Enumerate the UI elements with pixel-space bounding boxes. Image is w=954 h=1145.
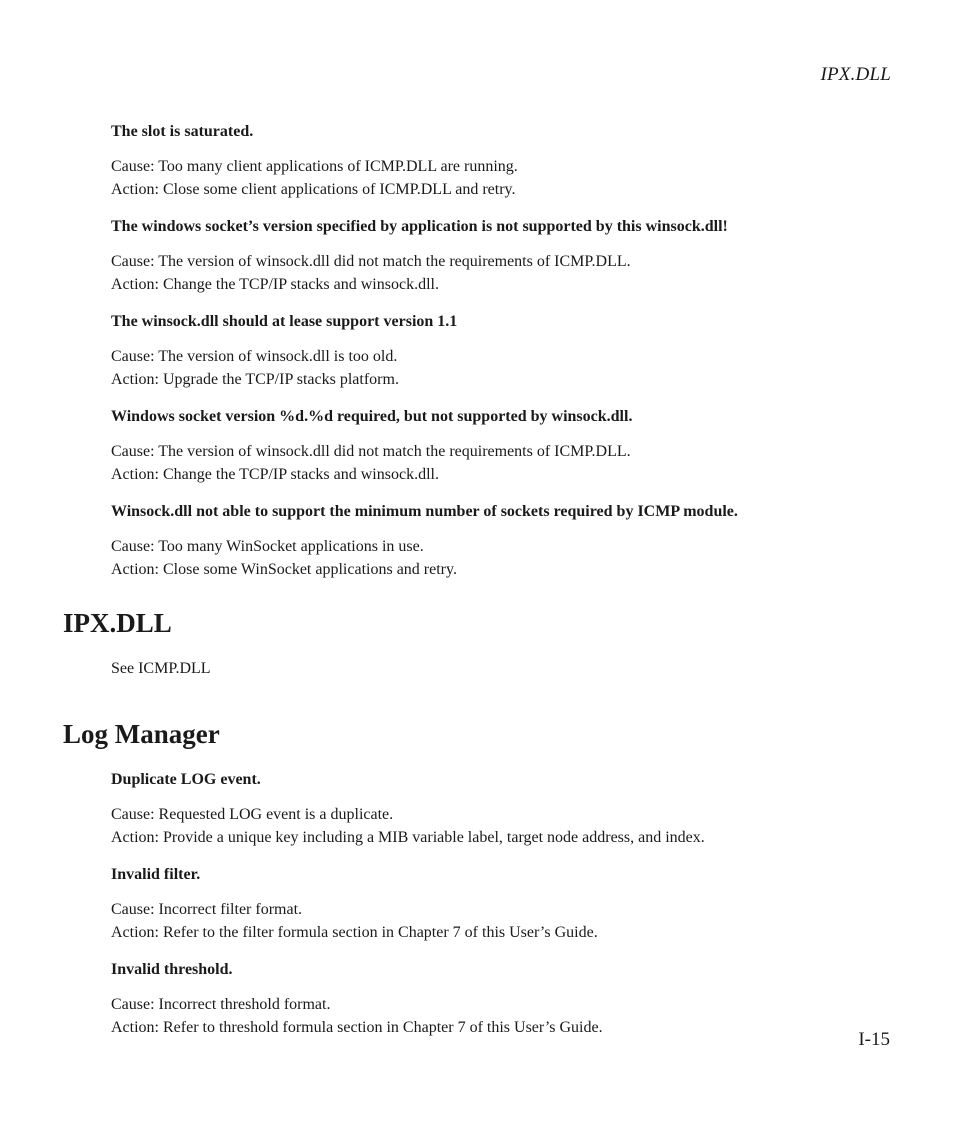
error-cause: Cause: Too many client applications of ICMP.DLL are running.: [111, 158, 518, 175]
error-cause: Cause: The version of winsock.dll is too old.: [111, 348, 398, 365]
error-message: Invalid filter.: [111, 866, 201, 883]
error-entry: [111, 502, 871, 581]
page-number: I-15: [858, 1029, 890, 1050]
error-action: Action: Provide a unique key including a MIB variable label, target node address, and index.: [111, 829, 705, 846]
error-action: Action: Close some WinSocket applications and retry.: [111, 561, 457, 578]
error-cause: Cause: Requested LOG event is a duplicate.: [111, 806, 394, 823]
error-entry: [111, 865, 871, 944]
section-spacer: [0, 680, 954, 692]
section-heading-log-manager: Log Manager: [63, 719, 220, 749]
error-message: The winsock.dll should at lease support version 1.1: [111, 313, 458, 330]
error-entry: [111, 407, 871, 486]
error-action: Action: Refer to the filter formula section in Chapter 7 of this User’s Guide.: [111, 924, 598, 941]
error-message: Duplicate LOG event.: [111, 771, 261, 788]
error-cause: Cause: Incorrect threshold format.: [111, 996, 331, 1013]
error-message: The slot is saturated.: [111, 123, 254, 140]
error-entry: [111, 770, 871, 849]
error-cause: Cause: The version of winsock.dll did not match the requirements of ICMP.DLL.: [111, 443, 631, 460]
running-head: IPX.DLL: [820, 64, 891, 85]
page-content: [0, 122, 954, 1055]
error-action: Action: Change the TCP/IP stacks and winsock.dll.: [111, 466, 439, 483]
error-message: The windows socket’s version specified by application is not supported by this winsock.dll!: [111, 218, 728, 235]
error-message: Invalid threshold.: [111, 961, 233, 978]
error-cause: Cause: The version of winsock.dll did not match the requirements of ICMP.DLL.: [111, 253, 631, 270]
section-body-ipx: See ICMP.DLL: [111, 660, 211, 677]
error-cause: Cause: Incorrect filter format.: [111, 901, 303, 918]
error-message: Windows socket version %d.%d required, but not supported by winsock.dll.: [111, 408, 633, 425]
error-entry: [111, 960, 871, 1039]
error-action: Action: Upgrade the TCP/IP stacks platform.: [111, 371, 399, 388]
error-action: Action: Refer to threshold formula section in Chapter 7 of this User’s Guide.: [111, 1019, 603, 1036]
error-entry: [111, 122, 871, 201]
error-cause: Cause: Too many WinSocket applications in use.: [111, 538, 424, 555]
error-entry: [111, 312, 871, 391]
error-entry: [111, 217, 871, 296]
log-manager-entries: [0, 770, 954, 1039]
error-action: Action: Change the TCP/IP stacks and winsock.dll.: [111, 276, 439, 293]
error-message: Winsock.dll not able to support the minimum number of sockets required by ICMP module.: [111, 503, 738, 520]
error-action: Action: Close some client applications of ICMP.DLL and retry.: [111, 181, 516, 198]
section-heading-ipx: IPX.DLL: [63, 608, 172, 638]
